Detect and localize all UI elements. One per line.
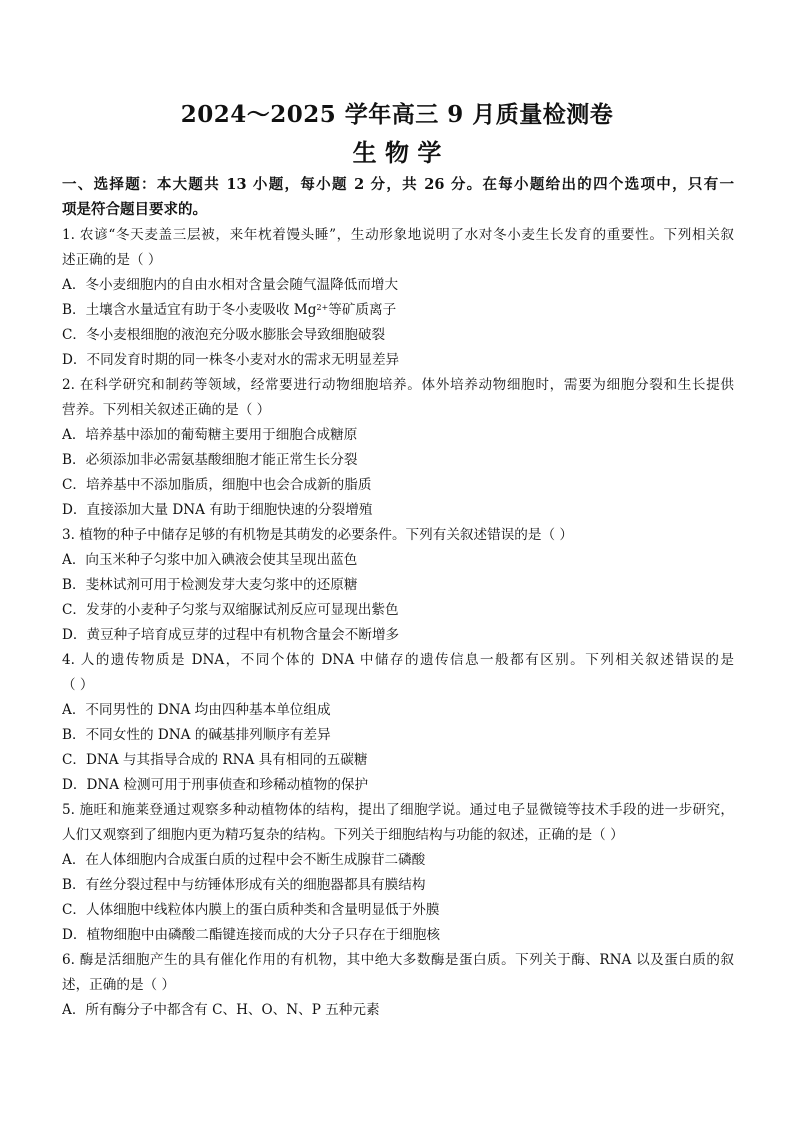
option-b: B．必须添加非必需氨基酸细胞才能正常生长分裂	[62, 452, 358, 468]
option-d: D．植物细胞中由磷酸二酯键连接而成的大分子只存在于细胞核	[62, 927, 440, 943]
subject-title: 生 物 学	[352, 138, 442, 167]
section-heading-line1: 一、选择题：本大题共 13 小题，每小题 2 分，共 26 分。在每小题给出的四个选项中，只有一	[62, 176, 734, 193]
question-stem: 营养。下列相关叙述正确的是（ ）	[62, 402, 271, 418]
option-c: C．培养基中不添加脂质，细胞中也会合成新的脂质	[62, 477, 372, 493]
question-3	[62, 523, 734, 648]
option-b	[62, 298, 734, 323]
question-stem: 5. 施旺和施莱登通过观察多种动植物体的结构，提出了细胞学说。通过电子显微镜等技术手段的进一步研究，	[62, 802, 734, 818]
question-stem: 4. 人的遗传物质是 DNA，不同个体的 DNA 中储存的遗传信息一般都有区别。下列相关叙述错误的是	[62, 652, 734, 668]
exam-title: 2024～2025 学年高三 9 月质量检测卷	[180, 101, 614, 128]
question-stem: 人们又观察到了细胞内更为精巧复杂的结构。下列关于细胞结构与功能的叙述，正确的是（ ）	[62, 827, 624, 843]
option-a: A．所有酶分子中都含有 C、H、O、N、P 五种元素	[62, 1002, 380, 1018]
question-2	[62, 373, 734, 523]
question-6	[62, 948, 734, 1023]
option-a: A．在人体细胞内合成蛋白质的过程中会不断生成腺苷二磷酸	[62, 852, 426, 868]
option-c: C．DNA 与其指导合成的 RNA 具有相同的五碳糖	[62, 752, 368, 768]
option-b: B．有丝分裂过程中与纺锤体形成有关的细胞器都具有膜结构	[62, 877, 426, 893]
option-a: A．培养基中添加的葡萄糖主要用于细胞合成糖原	[62, 427, 358, 443]
option-b: B．斐林试剂可用于检测发芽大麦匀浆中的还原糖	[62, 577, 358, 593]
option-d: D．DNA 检测可用于刑事侦查和珍稀动植物的保护	[62, 777, 369, 793]
option-d: D．黄豆种子培育成豆芽的过程中有机物含量会不断增多	[62, 627, 400, 643]
question-stem: 6. 酶是活细胞产生的具有催化作用的有机物，其中绝大多数酶是蛋白质。下列关于酶、RNA 以及蛋白质的叙	[62, 952, 734, 968]
question-5	[62, 798, 734, 948]
option-b: B．不同女性的 DNA 的碱基排列顺序有差异	[62, 727, 331, 743]
question-stem: （ ）	[62, 677, 94, 693]
exam-content	[62, 172, 734, 1023]
option-c: C．发芽的小麦种子匀浆与双缩脲试剂反应可显现出紫色	[62, 602, 399, 618]
option-b-tail: 等矿质离子	[328, 302, 397, 318]
question-4	[62, 648, 734, 798]
ion-charge: 2+	[316, 303, 329, 312]
question-stem: 2. 在科学研究和制药等领域，经常要进行动物细胞培养。体外培养动物细胞时，需要为细胞分裂和生长提供	[62, 377, 734, 393]
option-a: A．不同男性的 DNA 均由四种基本单位组成	[62, 702, 331, 718]
question-stem: 3. 植物的种子中储存足够的有机物是其萌发的必要条件。下列有关叙述错误的是（ ）	[62, 527, 573, 543]
option-c: C．人体细胞中线粒体内膜上的蛋白质种类和含量明显低于外膜	[62, 902, 440, 918]
option-a: A．冬小麦细胞内的自由水相对含量会随气温降低而增大	[62, 277, 399, 293]
section-heading-line2: 项是符合题目要求的。	[62, 201, 207, 218]
option-a: A．向玉米种子匀浆中加入碘液会使其呈现出蓝色	[62, 552, 358, 568]
option-b-text: B．土壤含水量适宜有助于冬小麦吸收 Mg	[62, 302, 317, 318]
option-d: D．不同发育时期的同一株冬小麦对水的需求无明显差异	[62, 352, 400, 368]
question-stem: 1. 农谚“冬天麦盖三层被，来年枕着馒头睡”，生动形象地说明了水对冬小麦生长发育的重要性。下列相关叙	[62, 227, 734, 243]
option-d: D．直接添加大量 DNA 有助于细胞快速的分裂增殖	[62, 502, 373, 518]
question-1	[62, 223, 734, 373]
option-c: C．冬小麦根细胞的液泡充分吸水膨胀会导致细胞破裂	[62, 327, 386, 343]
question-stem: 述正确的是（ ）	[62, 252, 162, 268]
question-stem: 述，正确的是（ ）	[62, 977, 176, 993]
